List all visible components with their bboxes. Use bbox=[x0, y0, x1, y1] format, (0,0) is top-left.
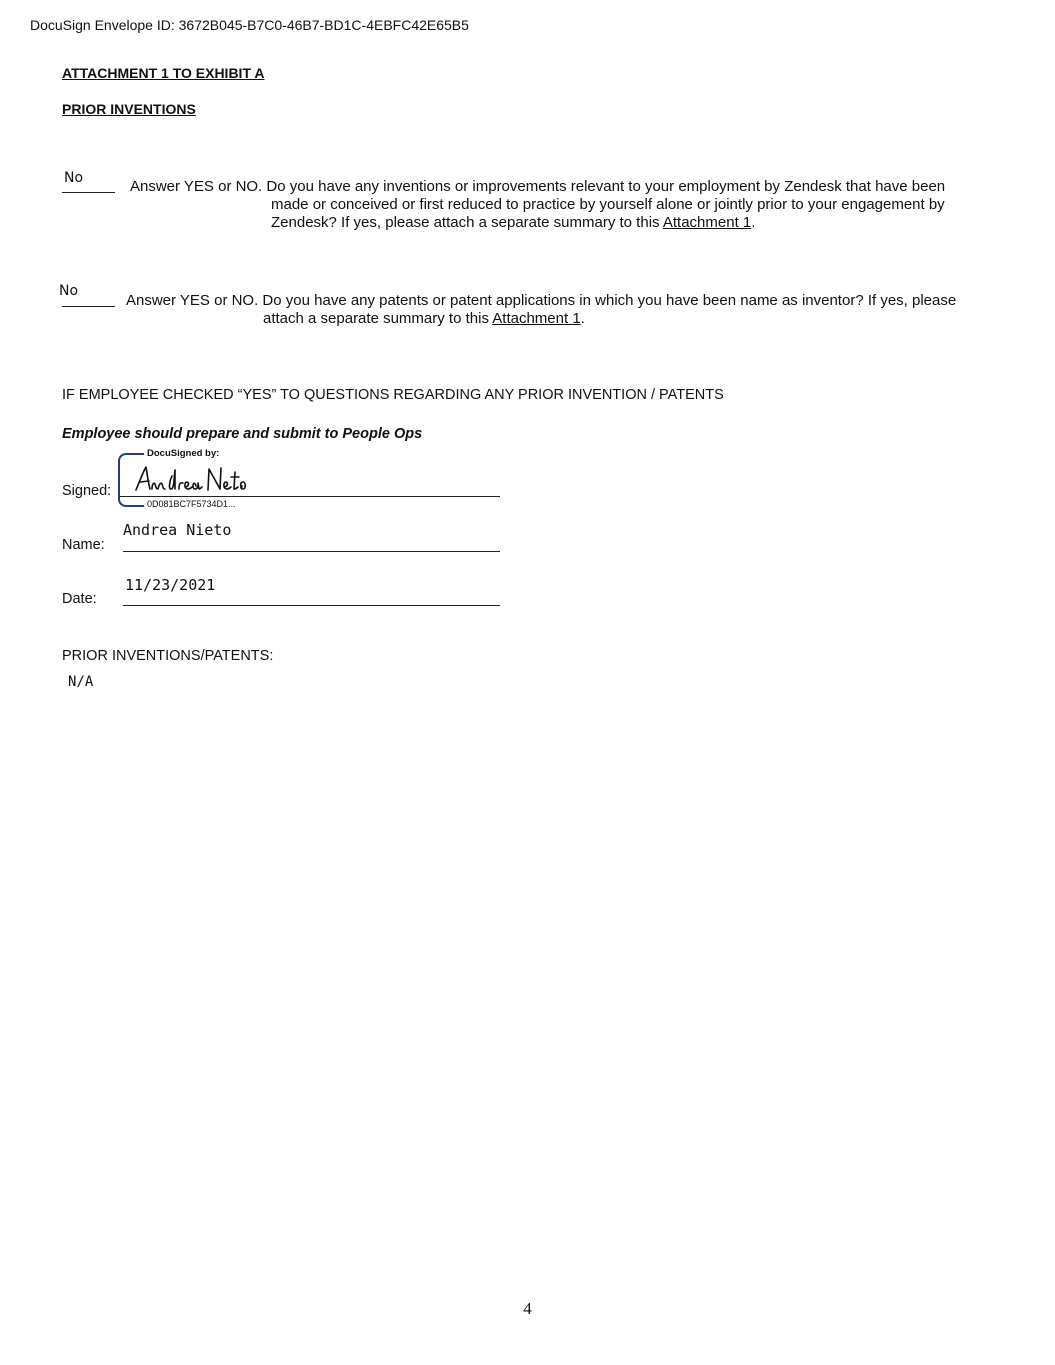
question-1-line-3 bbox=[271, 214, 991, 232]
question-1-answer-line bbox=[62, 192, 115, 193]
question-1-text: Answer YES or NO. Do you have any inventions or improvements relevant to your employment by Zendesk that have been bbox=[130, 178, 946, 195]
question-2-answer-line bbox=[62, 306, 115, 307]
date-label: Date: bbox=[62, 591, 97, 607]
instruction-text: Employee should prepare and submit to People Ops bbox=[62, 426, 423, 442]
question-2-line-2-prefix: attach a separate summary to this bbox=[263, 310, 493, 327]
prior-inventions-value[interactable]: N/A bbox=[68, 674, 94, 690]
docusigned-by-label: DocuSigned by: bbox=[147, 448, 220, 459]
name-value[interactable]: Andrea Nieto bbox=[123, 521, 232, 539]
question-2-text: Answer YES or NO. Do you have any patents or patent applications in which you have been name as inventor? If yes, please bbox=[126, 292, 957, 309]
conditional-heading: IF EMPLOYEE CHECKED “YES” TO QUESTIONS REGARDING ANY PRIOR INVENTION / PATENTS bbox=[62, 387, 724, 403]
signature-line bbox=[120, 496, 500, 497]
question-2-suffix: . bbox=[580, 310, 585, 327]
question-1-line-2: made or conceived or first reduced to practice by yourself alone or jointly prior to your engagement by bbox=[271, 196, 945, 213]
question-2-answer[interactable]: No bbox=[59, 283, 79, 299]
page-number: 4 bbox=[523, 1299, 532, 1318]
prior-inventions-heading: PRIOR INVENTIONS bbox=[62, 101, 196, 117]
name-line bbox=[123, 551, 500, 552]
question-1-continuation bbox=[271, 196, 991, 232]
attachment-1-link: Attachment 1 bbox=[662, 214, 752, 231]
attachment-heading: ATTACHMENT 1 TO EXHIBIT A bbox=[62, 65, 265, 81]
envelope-id: DocuSign Envelope ID: 3672B045-B7C0-46B7-BD1C-4EBFC42E65B5 bbox=[30, 17, 469, 33]
name-label: Name: bbox=[62, 537, 105, 553]
signature-image bbox=[132, 462, 252, 496]
attachment-1-link: Attachment 1 bbox=[492, 310, 581, 327]
signature-id: 0D081BC7F5734D1... bbox=[147, 499, 236, 509]
date-line bbox=[123, 605, 500, 606]
signed-label: Signed: bbox=[62, 483, 112, 499]
question-2-continuation bbox=[263, 310, 983, 328]
question-1-answer[interactable]: No bbox=[64, 170, 84, 186]
question-1-line-3-prefix: Zendesk? If yes, please attach a separate summary to this bbox=[271, 214, 663, 231]
prior-inventions-label: PRIOR INVENTIONS/PATENTS: bbox=[62, 648, 274, 664]
date-value[interactable]: 11/23/2021 bbox=[125, 576, 216, 594]
question-1-suffix: . bbox=[751, 214, 756, 231]
